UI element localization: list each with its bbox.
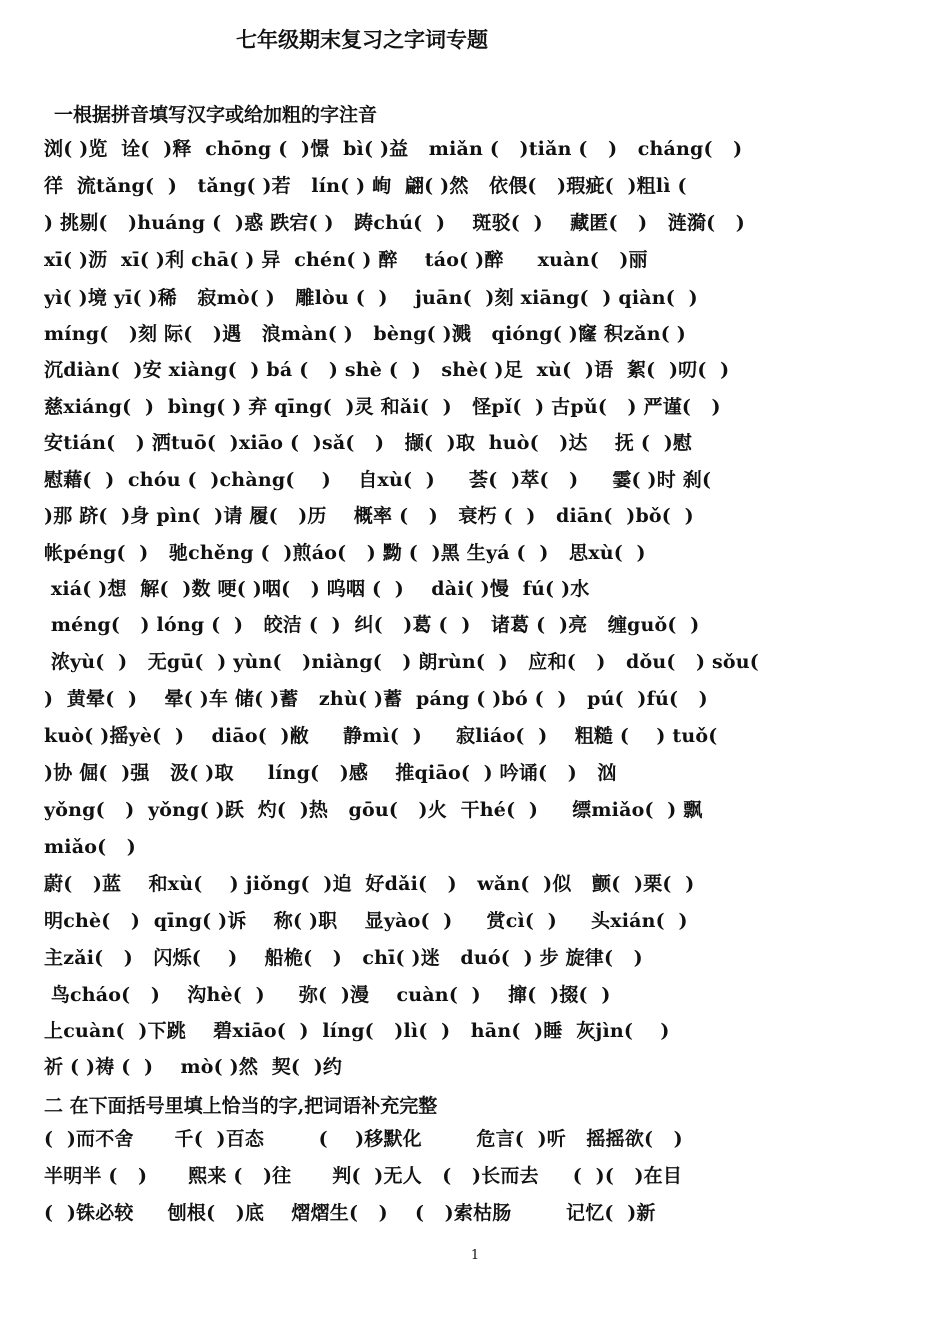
exercise-line: )协 倔( )强 汲( )取 líng( )感 推qiāo( ) 吟诵( ) 汹 — [44, 762, 617, 784]
exercise-line: míng( )刻 际( )遇 浪màn( ) bèng( )溅 qióng( )窿 积zǎn( ) — [44, 323, 686, 345]
exercise-line: 帐péng( ) 驰chěng ( )煎áo( ) 黝 ( )黑 生yá ( ) 思xù( ) — [44, 542, 646, 564]
exercise-line: 沉diàn( )安 xiàng( ) bá ( ) shè ( ) shè( )足 xù( )语 絮( )叨( ) — [44, 359, 730, 381]
exercise-line: ( )而不舍 千( )百态 ( )移默化 危言( )听 摇摇欲( ) — [44, 1128, 683, 1150]
exercise-line: méng( ) lóng ( ) 皎洁 ( ) 纠( )葛 ( ) 诸葛 ( )亮 缠guǒ( ) — [44, 614, 700, 636]
exercise-line: 蔚( )蓝 和xù( ) jiǒng( )迫 好dǎi( ) wǎn( )似 颤( )栗( ) — [44, 873, 695, 895]
exercise-line: 祈 ( )祷 ( ) mò( )然 契( )约 — [44, 1056, 343, 1078]
exercise-line: 浏( )览 诠( )释 chōng ( )憬 bì( )益 miǎn ( )tiǎn ( ) cháng( ) — [44, 138, 743, 160]
exercise-line: 主zǎi( ) 闪烁( ) 船桅( ) chī( )迷 duó( ) 步 旋律( ) — [44, 947, 643, 969]
exercise-line: miǎo( ) — [44, 836, 136, 858]
exercise-line: 明chè( ) qīng( )诉 称( )职 显yào( ) 赏cì( ) 头xián( ) — [44, 910, 688, 932]
exercise-line: 慈xiáng( ) bìng( ) 弃 qīng( )灵 和ǎi( ) 怪pǐ( ) 古pǔ( ) 严谨( ) — [44, 396, 721, 418]
exercise-line: yì( )境 yī( )稀 寂mò( ) 雕lòu ( ) juān( )刻 xiāng( ) qiàn( ) — [44, 287, 698, 309]
section2-heading: 二 在下面括号里填上恰当的字,把词语补充完整 — [44, 1095, 438, 1117]
exercise-line: 鸟cháo( ) 沟hè( ) 弥( )漫 cuàn( ) 撺( )掇( ) — [44, 984, 611, 1006]
document-title: 七年级期末复习之字词专题 — [236, 27, 488, 52]
exercise-line: ) 黄晕( ) 晕( )车 储( )蓄 zhù( )蓄 páng ( )bó ( ) pú( )fú( ) — [44, 688, 708, 710]
exercise-line: kuò( )摇yè( ) diāo( )敝 静mì( ) 寂liáo( ) 粗糙 ( ) tuǒ( — [44, 725, 718, 747]
exercise-line: 半明半 ( ) 熙来 ( )往 判( )无人 ( )长而去 ( )( )在目 — [44, 1165, 683, 1187]
page-number: 1 — [470, 1248, 480, 1263]
exercise-line: 上cuàn( )下跳 碧xiāo( ) líng( )lì( ) hān( )睡 灰jìn( ) — [44, 1020, 670, 1042]
exercise-line: 安tián( ) 洒tuō( )xiāo ( )sǎ( ) 撷( )取 huò( )达 抚 ( )慰 — [44, 432, 693, 454]
exercise-line: 慰藉( ) chóu ( )chàng( ) 自xù( ) 荟( )萃( ) 霎( )时 刹( — [44, 469, 712, 491]
exercise-line: 浓yù( ) 无gū( ) yùn( )niàng( ) 朗rùn( ) 应和( ) dǒu( ) sǒu( — [44, 651, 759, 673]
exercise-line: )那 跻( )身 pìn( )请 履( )历 概率 ( ) 衰朽 ( ) diān( )bǒ( ) — [44, 505, 694, 527]
exercise-line: xiá( )想 解( )数 哽( )咽( ) 呜咽 ( ) dài( )慢 fú( )水 — [44, 578, 590, 600]
exercise-line: ( )铢必较 刨根( )底 熠熠生( ) ( )索枯肠 记忆( )新 — [44, 1202, 656, 1224]
exercise-line: 徉 流tǎng( ) tǎng( )若 lín( ) 峋 翩( )然 依偎( )瑕疵( )粗lì ( — [44, 175, 687, 197]
section1-heading: 一根据拼音填写汉字或给加粗的字注音 — [54, 104, 378, 126]
exercise-line: yǒng( ) yǒng( )跃 灼( )热 gōu( )火 干hé( ) 缥miǎo( ) 飘 — [44, 799, 703, 821]
exercise-line: ) 挑剔( )huáng ( )惑 跌宕( ) 踌chú( ) 斑驳( ) 藏匿( ) 涟漪( ) — [44, 212, 745, 234]
exercise-line: xī( )沥 xī( )利 chā( ) 异 chén( ) 醉 táo( )醉 xuàn( )丽 — [44, 249, 648, 271]
